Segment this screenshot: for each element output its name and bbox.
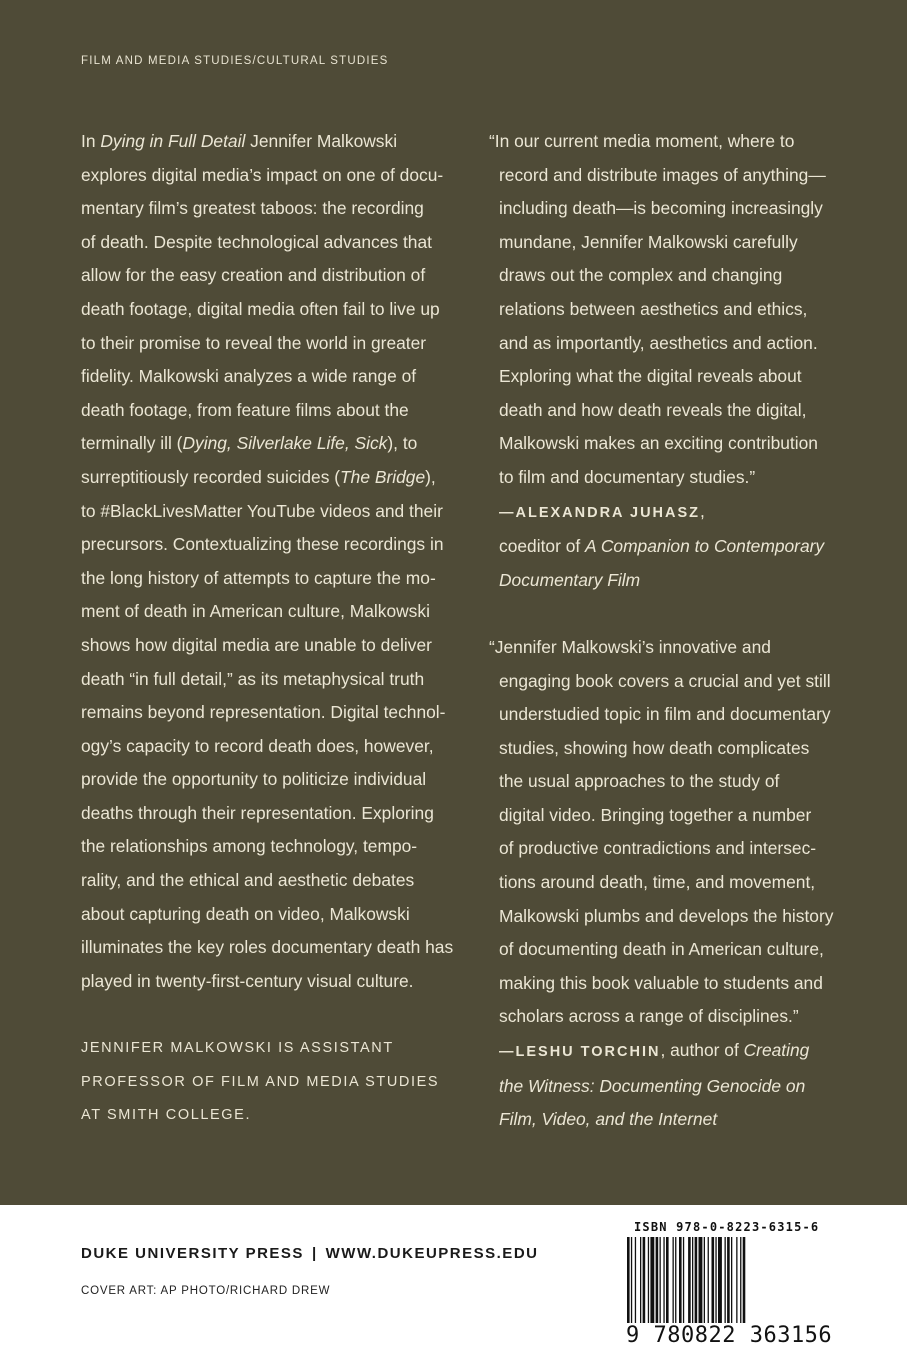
- barcode-bar: [627, 1237, 630, 1327]
- barcode-bar: [715, 1237, 716, 1327]
- barcode-bar: [704, 1237, 705, 1327]
- barcode-bar: [631, 1237, 632, 1327]
- barcode-bar: [743, 1237, 746, 1327]
- blurb-line: the usual approaches to the study of: [499, 771, 780, 792]
- blurb-line: relations between aesthetics and ethics,: [499, 298, 808, 319]
- isbn-label: ISBN 978-0-8223-6315-6: [634, 1220, 820, 1234]
- blurb-attribution: —ALEXANDRA JUHASZ,: [499, 500, 705, 521]
- barcode-bar: [663, 1237, 664, 1327]
- description-line: to #BlackLivesMatter YouTube videos and their: [81, 500, 443, 521]
- barcode-bar: [712, 1237, 715, 1327]
- blurb-line: to film and documentary studies.”: [499, 466, 756, 487]
- blurb-line: and as importantly, aesthetics and action.: [499, 332, 818, 353]
- blurb-line: of productive contradictions and intersec-: [499, 838, 817, 859]
- blurb-line: engaging book covers a crucial and yet still: [499, 670, 831, 691]
- blurb-line: Malkowski plumbs and develops the history: [499, 905, 834, 926]
- barcode-bar: [640, 1237, 641, 1327]
- blurb-line: death and how death reveals the digital,: [499, 399, 807, 420]
- barcode-bar: [699, 1237, 703, 1327]
- publisher-website[interactable]: WWW.DUKEUPRESS.EDU: [325, 1245, 539, 1262]
- description-line: shows how digital media are unable to deliver: [81, 634, 432, 655]
- blurb-line: Exploring what the digital reveals about: [499, 366, 802, 387]
- blurb-line: draws out the complex and changing: [499, 265, 783, 286]
- description-line: surreptitiously recorded suicides (The Bridge),: [81, 466, 436, 487]
- description-line: illuminates the key roles documentary death has: [81, 937, 454, 958]
- publisher-line: [81, 1245, 538, 1262]
- blurb-line: mundane, Jennifer Malkowski carefully: [499, 231, 798, 252]
- barcode-bar: [740, 1237, 741, 1327]
- blurb-line: tions around death, time, and movement,: [499, 872, 816, 893]
- barcode-bar: [673, 1237, 674, 1327]
- barcode-digits: 9 780822 363156: [626, 1323, 833, 1348]
- endorsement-juhasz: [489, 125, 849, 597]
- barcode-bar: [727, 1237, 730, 1327]
- description-line: terminally ill (Dying, Silverlake Life, Sick), to: [81, 433, 418, 454]
- description-line: ment of death in American culture, Malkowski: [81, 601, 430, 622]
- barcode-bar: [643, 1237, 646, 1327]
- bio-line: JENNIFER MALKOWSKI IS ASSISTANT: [81, 1040, 394, 1056]
- barcode-bar: [679, 1237, 682, 1327]
- blurb-line: including death—is becoming increasingly: [499, 198, 823, 219]
- description-line: fidelity. Malkowski analyzes a wide range of: [81, 366, 417, 387]
- blurb-role: coeditor of A Companion to Contemporary: [499, 536, 825, 557]
- category-label: FILM AND MEDIA STUDIES/CULTURAL STUDIES: [81, 55, 389, 67]
- endorsements: [489, 125, 849, 1137]
- blurb-role: the Witness: Documenting Genocide on: [499, 1075, 806, 1096]
- description-line: death “in full detail,” as its metaphysical truth: [81, 668, 425, 689]
- endorser-name: ALEXANDRA JUHASZ: [515, 504, 701, 521]
- description-line: precursors. Contextualizing these recordings in: [81, 534, 444, 555]
- blurb-line: of documenting death in American culture,: [499, 939, 824, 960]
- blurb-line: digital video. Bringing together a number: [499, 804, 812, 825]
- description-line: of death. Despite technological advances that: [81, 231, 432, 252]
- barcode-bar: [736, 1237, 737, 1327]
- bio-line: PROFESSOR OF FILM AND MEDIA STUDIES: [81, 1073, 440, 1090]
- publisher-name: DUKE UNIVERSITY PRESS: [81, 1245, 304, 1262]
- description-line: played in twenty-first-century visual culture.: [81, 970, 414, 991]
- barcode-bar: [695, 1237, 698, 1327]
- film-titles: Dying, Silverlake Life, Sick: [182, 433, 388, 454]
- barcode-bar: [692, 1237, 693, 1327]
- book-description: [81, 125, 461, 998]
- barcode-bar: [675, 1237, 676, 1327]
- barcode-bar: [635, 1237, 636, 1327]
- barcode-bar: [666, 1237, 669, 1327]
- blurb-line: studies, showing how death complicates: [499, 737, 810, 758]
- author-bio: [81, 1032, 439, 1133]
- description-line: explores digital media’s impact on one of docu-: [81, 164, 444, 185]
- barcode-bar: [718, 1237, 722, 1327]
- description-line: rality, and the ethical and aesthetic debates: [81, 870, 415, 891]
- barcode: [625, 1237, 835, 1327]
- barcode-bar: [725, 1237, 726, 1327]
- description-line: ogy’s capacity to record death does, however,: [81, 735, 434, 756]
- barcode-bar: [683, 1237, 684, 1327]
- description-line: provide the opportunity to politicize individual: [81, 769, 427, 790]
- footer-band: [0, 1205, 907, 1360]
- blurb-line: understudied topic in film and documentary: [499, 704, 831, 725]
- description-line: the relationships among technology, tempo-: [81, 836, 418, 857]
- endorsement-torchin: [489, 631, 849, 1137]
- description-line: remains beyond representation. Digital technol-: [81, 702, 446, 723]
- bio-line: AT SMITH COLLEGE.: [81, 1107, 252, 1124]
- description-line: death footage, from feature films about the: [81, 399, 409, 420]
- blurb-line: “In our current media moment, where to: [489, 131, 795, 151]
- blurb-line: Malkowski makes an exciting contribution: [499, 433, 818, 454]
- cover-art-credit: COVER ART: AP PHOTO/RICHARD DREW: [81, 1285, 331, 1297]
- barcode-bar: [688, 1237, 691, 1327]
- description-line: death footage, digital media often fail to live up: [81, 298, 440, 319]
- description-line: to their promise to reveal the world in greater: [81, 332, 427, 353]
- barcode-bar: [650, 1237, 654, 1327]
- description-line: about capturing death on video, Malkowski: [81, 903, 410, 924]
- blurb-line: “Jennifer Malkowski’s innovative and: [489, 636, 771, 657]
- description-line: mentary film’s greatest taboos: the recording: [81, 198, 424, 219]
- book-title: Dying in Full Detail: [100, 131, 246, 151]
- description-line: In Dying in Full Detail Jennifer Malkowski: [81, 131, 398, 151]
- blurb-line: making this book valuable to students and: [499, 972, 823, 993]
- barcode-bar: [660, 1237, 661, 1327]
- description-line: the long history of attempts to capture the mo-: [81, 567, 436, 588]
- blurb-line: scholars across a range of disciplines.”: [499, 1006, 799, 1027]
- description-line: deaths through their representation. Exploring: [81, 802, 434, 823]
- publisher-separator: |: [311, 1245, 318, 1262]
- barcode-bar: [708, 1237, 709, 1327]
- blurb-line: record and distribute images of anything—: [499, 164, 826, 185]
- barcode-bar: [656, 1237, 659, 1327]
- barcode-bar: [648, 1237, 649, 1327]
- blurb-role: Documentary Film: [499, 569, 641, 590]
- blurb-role: Film, Video, and the Internet: [499, 1109, 718, 1130]
- endorser-name: LESHU TORCHIN: [515, 1044, 661, 1061]
- description-line: allow for the easy creation and distribution of: [81, 265, 426, 286]
- blurb-attribution: —LESHU TORCHIN, author of Creating: [499, 1040, 810, 1061]
- film-title: The Bridge: [340, 466, 426, 487]
- barcode-bar: [731, 1237, 732, 1327]
